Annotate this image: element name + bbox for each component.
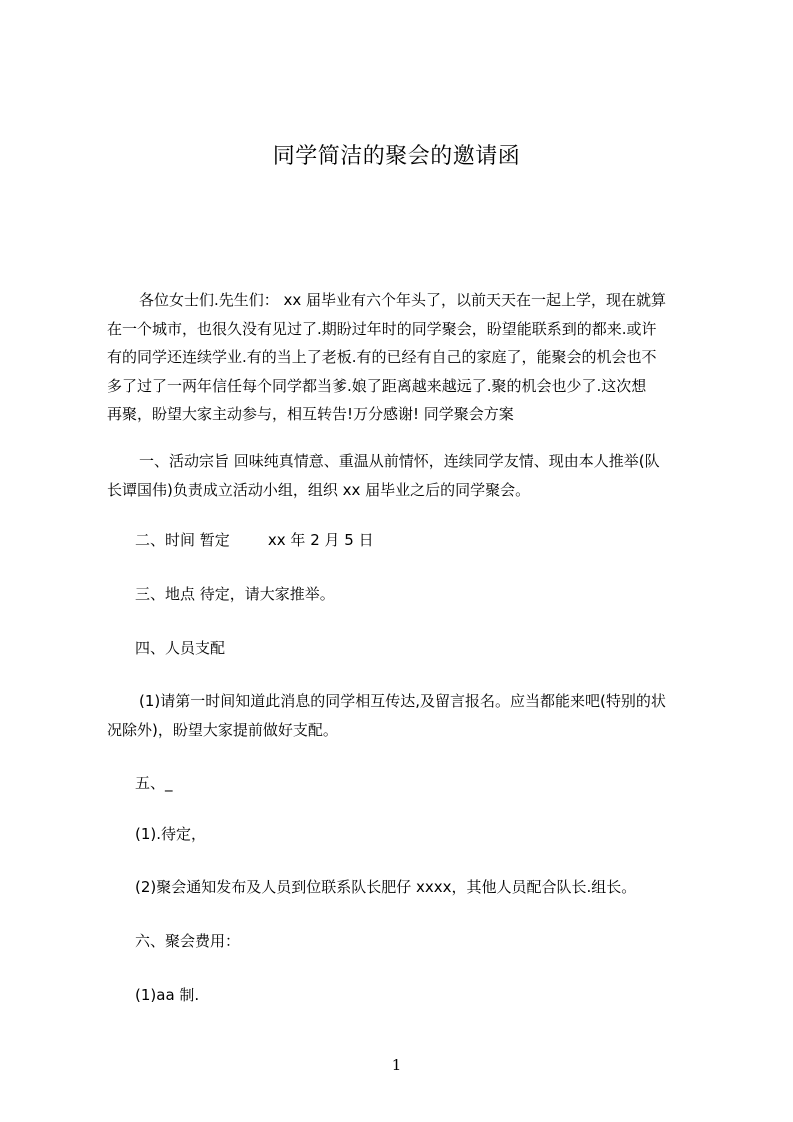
section-6-item-1: (1)aa 制. <box>135 986 200 1004</box>
section-5-heading: 五、_ <box>135 774 173 792</box>
section-4-line: 况除外)，盼望大家提前做好支配。 <box>107 720 338 739</box>
section-4-heading: 四、人员支配 <box>135 639 226 657</box>
section-4-line: (1)请第一时间知道此消息的同学相互传达,及留言报名。应当都能来吧(特别的状 <box>139 692 666 710</box>
intro-line: 各位女士们.先生们： xx 届毕业有六个年头了，以前天天在一起上学，现在就算 <box>139 291 667 309</box>
intro-paragraph <box>107 286 717 429</box>
section-5-item-2: (2)聚会通知发布及人员到位联系队长肥仔 xxxx，其他人员配合队长.组长。 <box>135 878 637 896</box>
section-1-paragraph <box>107 447 717 504</box>
section-1-line: 长谭国伟)负责成立活动小组，组织 xx 届毕业之后的同学聚会。 <box>107 480 531 499</box>
section-6-heading: 六、聚会费用： <box>135 932 241 950</box>
section-3-location: 三、地点 待定，请大家推举。 <box>135 585 335 603</box>
intro-line: 再聚，盼望大家主动参与，相互转告!万分感谢! 同学聚会方案 <box>107 405 514 423</box>
section-4-item <box>107 687 717 744</box>
document-title: 同学简洁的聚会的邀请函 <box>272 144 521 169</box>
section-2-time: 二、时间 暂定 xx 年 2 月 5 日 <box>135 531 374 549</box>
section-5-item-1: (1).待定， <box>135 825 207 843</box>
page-number: 1 <box>391 1056 402 1074</box>
intro-line: 在一个城市，也很久没有见过了.期盼过年时的同学聚会，盼望能联系到的都来.或许 <box>107 319 657 338</box>
section-1-line: 一、活动宗旨 回味纯真情意、重温从前情怀，连续同学友情、现由本人推举(队 <box>139 452 660 470</box>
intro-line: 有的同学还连续学业.有的当上了老板.有的已经有自己的家庭了，能聚会的机会也不 <box>107 348 657 366</box>
intro-line: 多了过了一两年信任每个同学都当爹.娘了距离越来越远了.聚的机会也少了.这次想 <box>107 376 647 395</box>
